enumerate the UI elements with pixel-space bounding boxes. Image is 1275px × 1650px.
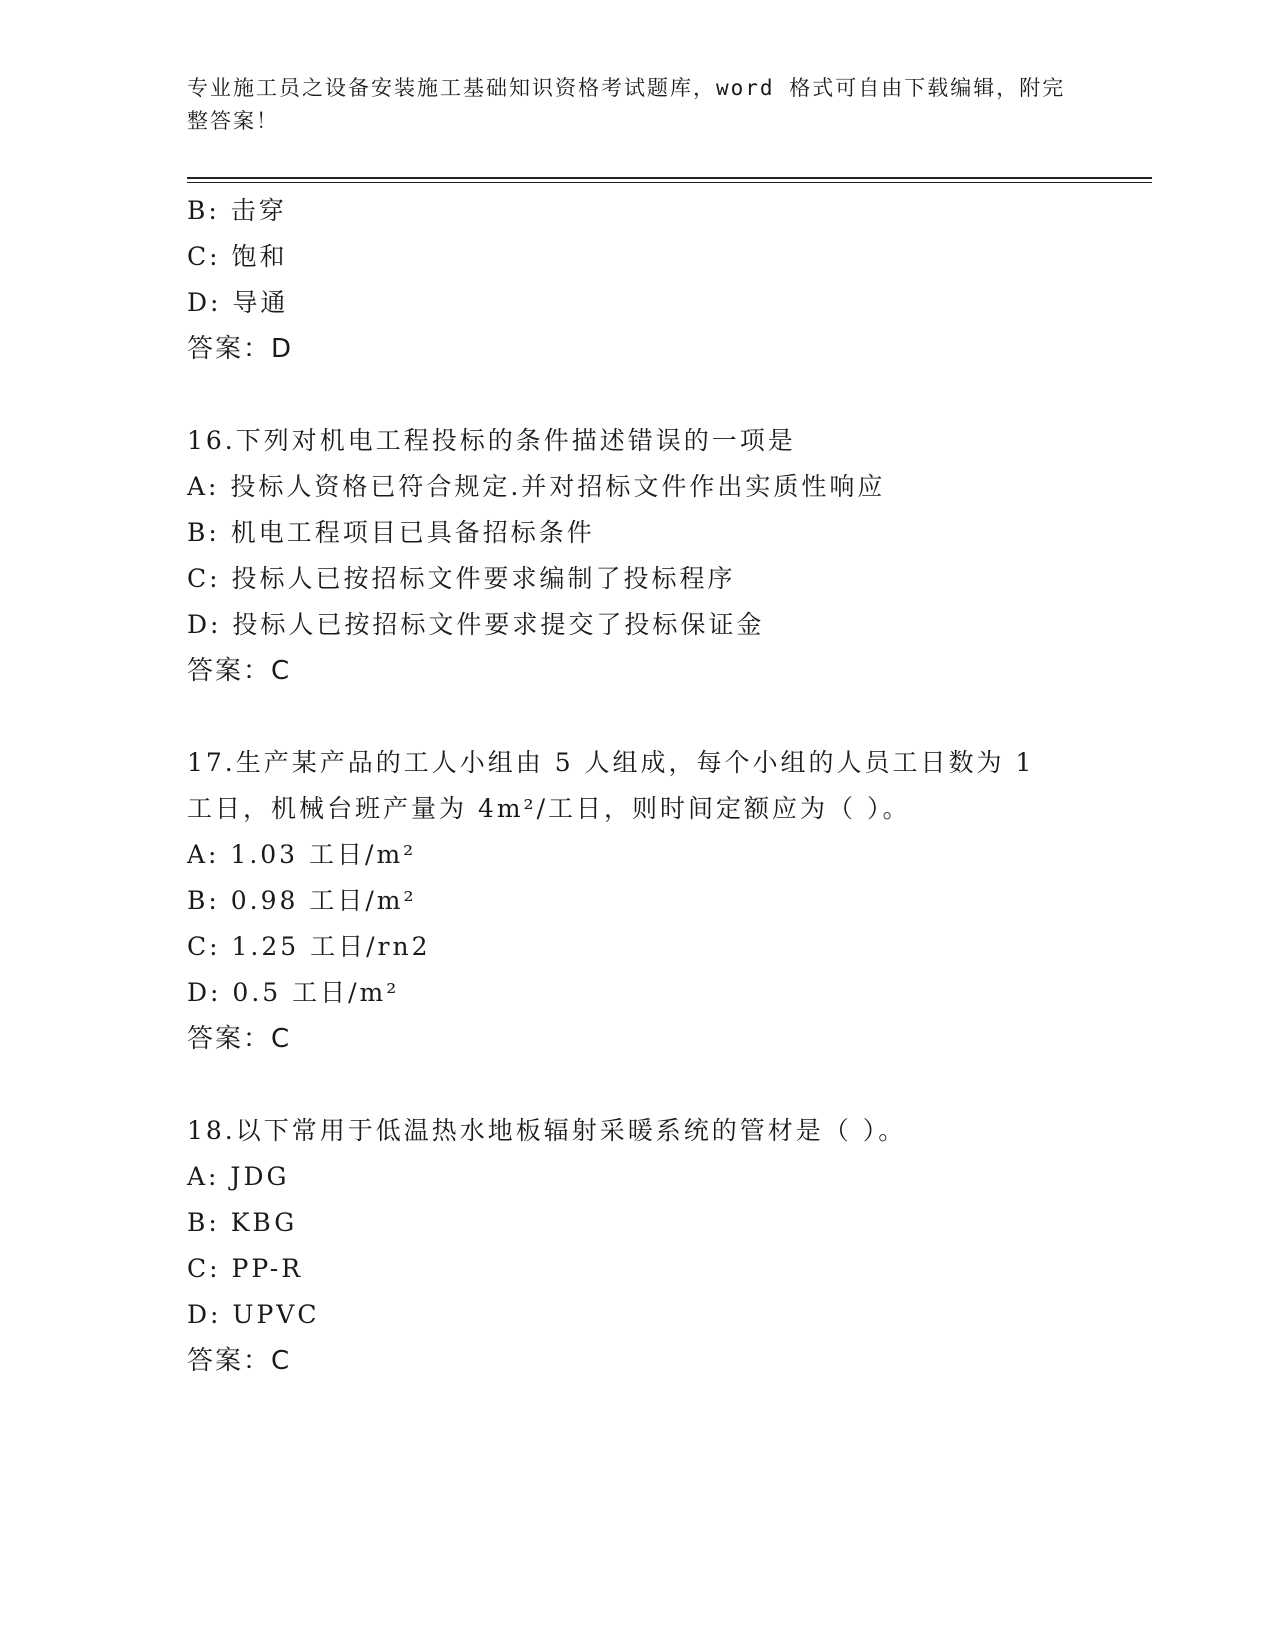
answer-line: 答案：D — [187, 334, 294, 364]
option-b: B: KBG — [187, 1208, 298, 1237]
option-d: D: 0.5 工日/m² — [187, 978, 400, 1007]
question-18 — [187, 1108, 1087, 1384]
option-c: C: PP-R — [187, 1254, 304, 1283]
option-a: A: 投标人资格已符合规定.并对招标文件作出实质性响应 — [187, 472, 886, 501]
question-16 — [187, 418, 1087, 694]
spacer — [187, 694, 1087, 740]
option-b: B: 机电工程项目已具备招标条件 — [187, 518, 595, 547]
answer-line: 答案：C — [187, 1024, 292, 1054]
option-b: B: 0.98 工日/m² — [187, 886, 417, 915]
option-d: D: UPVC — [187, 1300, 320, 1329]
continued-question — [187, 188, 1087, 372]
option-c: C: 饱和 — [187, 242, 288, 271]
spacer — [187, 1062, 1087, 1108]
option-d: D: 导通 — [187, 288, 289, 317]
option-c: C: 1.25 工日/rn2 — [187, 932, 431, 961]
answer-line: 答案：C — [187, 1346, 292, 1376]
header-divider-thick — [187, 177, 1152, 179]
spacer — [187, 372, 1087, 418]
option-a: A: 1.03 工日/m² — [187, 840, 417, 869]
question-stem: 18.以下常用于低温热水地板辐射采暖系统的管材是（ ）。 — [187, 1116, 907, 1145]
question-stem: 16.下列对机电工程投标的条件描述错误的一项是 — [187, 426, 796, 455]
option-c: C: 投标人已按招标文件要求编制了投标程序 — [187, 564, 736, 593]
option-b: B: 击穿 — [187, 196, 287, 225]
option-d: D: 投标人已按招标文件要求提交了投标保证金 — [187, 610, 765, 639]
header-divider-thin — [187, 182, 1152, 183]
option-a: A: JDG — [187, 1162, 290, 1191]
document-header: 专业施工员之设备安装施工基础知识资格考试题库，word 格式可自由下载编辑，附完整答案！ — [187, 76, 1066, 133]
answer-line: 答案：C — [187, 656, 292, 686]
question-content — [187, 188, 1087, 1384]
question-stem: 17.生产某产品的工人小组由 5 人组成，每个小组的人员工日数为 1 工日，机械台班产量为 4m²/工日，则时间定额应为（ ）。 — [187, 748, 1035, 823]
question-17 — [187, 740, 1087, 1062]
